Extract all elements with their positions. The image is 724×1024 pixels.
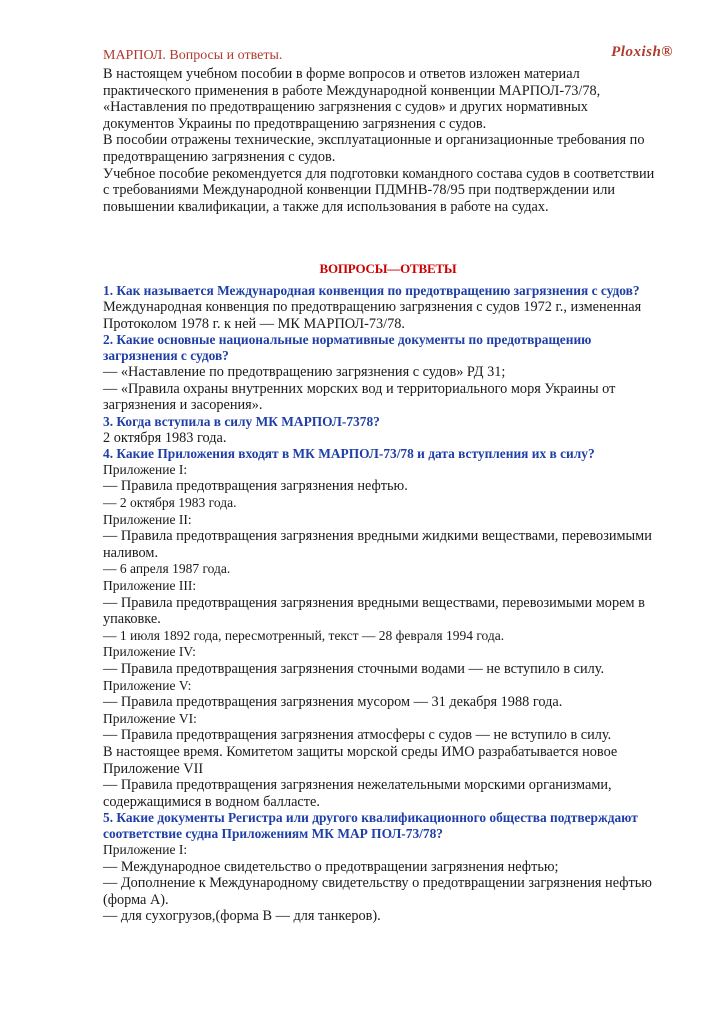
answer-line: — Правила предотвращения загрязнения вредными веществами, перевозимыми морем в — [103, 594, 645, 611]
answer-line: — Международное свидетельство о предотвращении загрязнения нефтью; — [103, 858, 559, 875]
intro-line: повышении квалификации, а также для использования в работе на судах. — [103, 198, 549, 215]
question-heading: 2. Какие основные национальные нормативные документы по предотвращению — [103, 332, 592, 348]
answer-line: — Правила предотвращения загрязнения сточными водами — не вступило в силу. — [103, 661, 605, 678]
intro-line: документов Украины по предотвращению загрязнения с судов. — [103, 115, 487, 132]
answer-line: В настоящее время. Комитетом защиты морской среды ИМО разрабатывается новое — [103, 743, 618, 760]
answer-line: Приложение I: — [103, 461, 188, 477]
intro-paragraph — [103, 66, 673, 215]
question-heading: 4. Какие Приложения входят в МК МАРПОЛ-73/78 и дата вступления их в силу? — [103, 446, 595, 462]
answer-line: Протоколом 1978 г. к ней — МК МАРПОЛ-73/78. — [103, 315, 405, 332]
question-heading: загрязнения с судов? — [103, 348, 229, 364]
answer-line: — «Наставление по предотвращению загрязнения с судов» РД 31; — [103, 363, 506, 380]
answer-line: — для сухогрузов,(форма В — для танкеров). — [103, 908, 381, 925]
document-page — [103, 44, 673, 925]
answer-line: — Правила предотвращения загрязнения атмосферы с судов — не вступило в силу. — [103, 727, 612, 744]
answer-line: — Правила предотвращения загрязнения вредными жидкими веществами, перевозимыми — [103, 528, 652, 545]
intro-line: «Наставления по предотвращению загрязнения с судов» и других нормативных — [103, 99, 588, 116]
question-2 — [103, 332, 673, 413]
answer-line: — 2 октября 1983 года. — [103, 495, 237, 511]
answer-line: (форма А). — [103, 891, 169, 908]
intro-line: Учебное пособие рекомендуется для подготовки командного состава судов в соответствии — [103, 165, 655, 182]
header-title: МАРПОЛ. Вопросы и ответы. — [103, 48, 283, 63]
intro-line: В настоящем учебном пособии в форме вопросов и ответов изложен материал — [103, 66, 580, 82]
answer-line: — Дополнение к Международному свидетельству о предотвращении загрязнения нефтью — [103, 875, 652, 892]
answer-line: — «Правила охраны внутренних морских вод и территориального моря Украины от — [103, 380, 616, 397]
answer-line: Приложение IV: — [103, 644, 196, 660]
page-header — [103, 44, 673, 66]
intro-line: практического применения в работе Международной конвенции МАРПОЛ-73/78, — [103, 82, 601, 99]
intro-line: с требованиями Международной конвенции ПДМНВ-78/95 при подтверждении или — [103, 182, 615, 199]
answer-line: содержащимися в водном балласте. — [103, 793, 320, 810]
intro-line: предотвращению загрязнения с судов. — [103, 148, 336, 165]
question-heading: 1. Как называется Международная конвенция по предотвращению загрязнения с судов? — [103, 283, 640, 299]
answer-line: — 6 апреля 1987 года. — [103, 561, 231, 577]
answer-line: 2 октября 1983 года. — [103, 429, 227, 446]
intro-line: В пособии отражены технические, эксплуатационные и организационные требования по — [103, 132, 645, 149]
question-heading: соответствие судна Приложениям МК МАР ПОЛ-73/78? — [103, 826, 443, 842]
answer-line: загрязнения и засорения». — [103, 397, 263, 414]
answer-line: — Правила предотвращения загрязнения нефтью. — [103, 478, 408, 495]
answer-line: упаковке. — [103, 611, 161, 628]
answer-line: — Правила предотвращения загрязнения нежелательными морскими организмами, — [103, 777, 612, 794]
answer-line: — Правила предотвращения загрязнения мусором — 31 декабря 1988 года. — [103, 694, 563, 711]
answer-line: Международная конвенция по предотвращению загрязнения с судов 1972 г., измененная — [103, 299, 642, 316]
question-heading: 5. Какие документы Регистра или другого квалификационного общества подтверждают — [103, 810, 638, 826]
answer-line: наливом. — [103, 544, 159, 561]
answer-line: Приложение VII — [103, 760, 204, 777]
section-title: ВОПРОСЫ—ОТВЕТЫ — [319, 261, 457, 277]
question-heading: 3. Когда вступила в силу МК МАРПОЛ-7378? — [103, 413, 380, 429]
question-5 — [103, 810, 673, 925]
answer-line: Приложение II: — [103, 511, 192, 527]
answer-line: Приложение VI: — [103, 710, 197, 726]
question-1 — [103, 283, 673, 332]
answer-line: Приложение V: — [103, 677, 192, 693]
answer-line: Приложение III: — [103, 578, 197, 594]
question-4 — [103, 446, 673, 810]
answer-line: — 1 июля 1892 года, пересмотренный, текст — 28 февраля 1994 года. — [103, 627, 505, 643]
question-3 — [103, 414, 673, 446]
brand-logo: Ploxish® — [611, 44, 673, 60]
answer-line: Приложение I: — [103, 841, 188, 857]
